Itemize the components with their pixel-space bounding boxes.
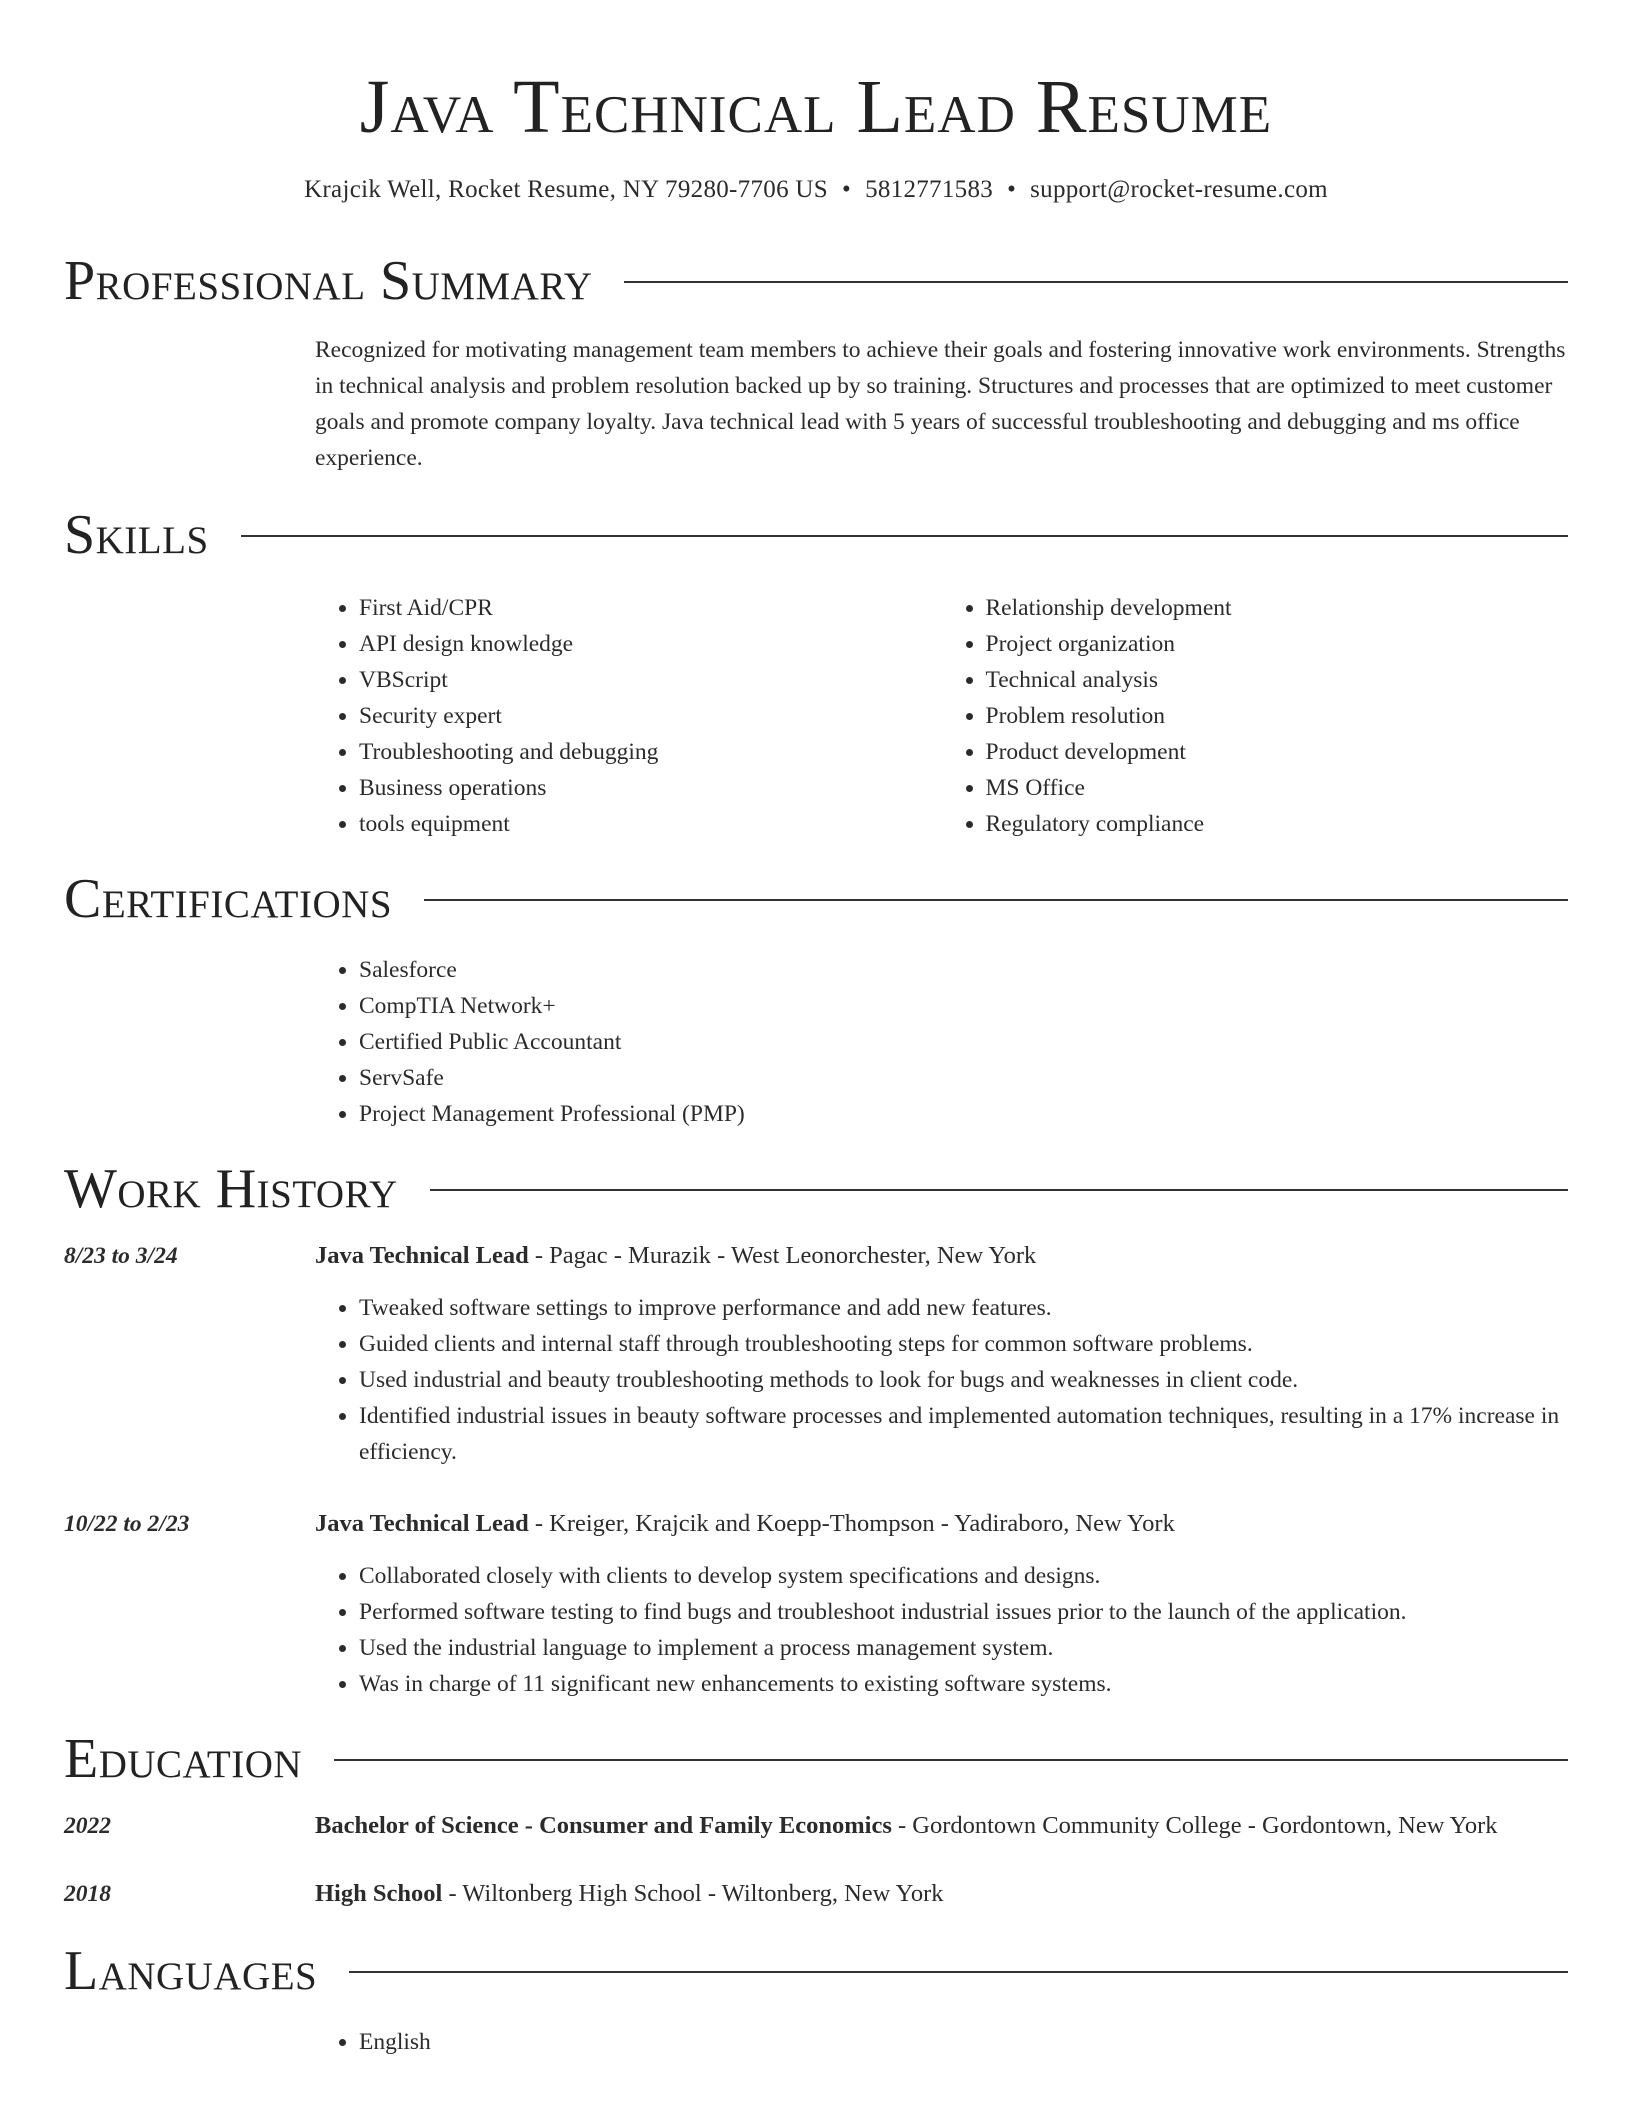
section-divider [334, 1759, 1568, 1761]
summary-heading: Professional Summary [64, 250, 593, 312]
skills-section-header [64, 504, 1568, 566]
school-details: - Gordontown Community College - Gordontown, New York [891, 1812, 1498, 1839]
work-bullet: • Collaborated closely with clients to develop system specifications and designs. [359, 1558, 1568, 1594]
language-item: • English [359, 2024, 1568, 2060]
certification-item: • CompTIA Network+ [359, 988, 1568, 1024]
work-dates: 10/22 to 2/23 [64, 1511, 190, 1537]
skill-item: • Technical analysis [986, 662, 1569, 698]
contact-line [64, 176, 1568, 204]
education-section-header [64, 1728, 1568, 1790]
education-body [315, 1874, 1568, 1914]
work-header-line [315, 1504, 1568, 1544]
certification-item: • ServSafe [359, 1060, 1568, 1096]
work-bullet: • Guided clients and internal staff through troubleshooting steps for common software problems. [359, 1326, 1568, 1362]
section-divider [349, 1971, 1568, 1973]
job-title: Java Technical Lead [315, 1510, 529, 1537]
school-details: - Wiltonberg High School - Wiltonberg, New York [442, 1880, 944, 1907]
skill-item: • Troubleshooting and debugging [359, 734, 942, 770]
work-bullets [315, 1290, 1568, 1470]
work-entry [64, 1504, 1568, 1702]
section-divider [241, 535, 1568, 537]
summary-section-header [64, 250, 1568, 312]
skill-item: • Security expert [359, 698, 942, 734]
education-year: 2018 [64, 1881, 111, 1907]
contact-separator: • [1007, 176, 1017, 203]
certifications-list [315, 952, 1568, 1132]
certifications-heading: Certifications [64, 868, 393, 930]
skill-item: • Project organization [986, 626, 1569, 662]
work-bullet: • Used the industrial language to implement a process management system. [359, 1630, 1568, 1666]
contact-separator: • [842, 176, 852, 203]
education-year: 2022 [64, 1813, 111, 1839]
section-divider [424, 899, 1568, 901]
contact-email: support@rocket-resume.com [1030, 176, 1328, 203]
certifications-section-header [64, 868, 1568, 930]
job-title: Java Technical Lead [315, 1242, 529, 1269]
skill-item: • Business operations [359, 770, 942, 806]
languages-list [315, 2024, 1568, 2060]
work-bullet: • Tweaked software settings to improve performance and add new features. [359, 1290, 1568, 1326]
work-section-header [64, 1158, 1568, 1220]
section-divider [624, 281, 1568, 283]
employer-details: - Pagac - Murazik - West Leonorchester, New York [528, 1242, 1037, 1269]
certification-item: • Salesforce [359, 952, 1568, 988]
section-divider [430, 1189, 1568, 1191]
work-body [315, 1504, 1568, 1702]
employer-details: - Kreiger, Krajcik and Koepp-Thompson - Yadiraboro, New York [528, 1510, 1175, 1537]
degree: Bachelor of Science - Consumer and Family Economics [315, 1812, 892, 1839]
work-dates: 8/23 to 3/24 [64, 1243, 178, 1269]
languages-heading: Languages [64, 1940, 318, 2002]
skills-list-right [942, 590, 1569, 842]
skill-item: • VBScript [359, 662, 942, 698]
skills-list-left [315, 590, 942, 842]
work-bullet: • Was in charge of 11 significant new enhancements to existing software systems. [359, 1666, 1568, 1702]
work-bullet: • Performed software testing to find bugs and troubleshoot industrial issues prior to the launch of the application. [359, 1594, 1568, 1630]
contact-phone: 5812771583 [865, 176, 994, 203]
skill-item: • tools equipment [359, 806, 942, 842]
work-header-line [315, 1236, 1568, 1276]
contact-address: Krajcik Well, Rocket Resume, NY 79280-7706 US [304, 176, 828, 203]
resume-title: Java Technical Lead Resume [359, 65, 1273, 149]
education-body [315, 1806, 1568, 1846]
skill-item: • Regulatory compliance [986, 806, 1569, 842]
work-bullet: • Used industrial and beauty troubleshooting methods to look for bugs and weaknesses in client code. [359, 1362, 1568, 1398]
degree: High School [315, 1880, 443, 1907]
certification-item: • Certified Public Accountant [359, 1024, 1568, 1060]
certification-item: • Project Management Professional (PMP) [359, 1096, 1568, 1132]
education-heading: Education [64, 1728, 303, 1790]
work-bullets [315, 1558, 1568, 1702]
skill-item: • API design knowledge [359, 626, 942, 662]
skills-heading: Skills [64, 504, 209, 566]
skill-item: • Relationship development [986, 590, 1569, 626]
summary-text: Recognized for motivating management team members to achieve their goals and fostering innovative work environments. Strengths in technical analysis and problem resolution backed up by so training. Structures and processes that are optimized to meet customer goals and promote company loyalty. Java technical lead with 5 years of successful troubleshooting and debugging and ms office experience. [315, 337, 1566, 471]
skill-item: • MS Office [986, 770, 1569, 806]
work-entry [64, 1236, 1568, 1470]
work-bullet: • Identified industrial issues in beauty software processes and implemented automation techniques, resulting in a 17% increase in efficiency. [359, 1398, 1568, 1470]
education-entry [64, 1806, 1568, 1846]
work-heading: Work History [64, 1158, 398, 1220]
languages-section-header [64, 1940, 1568, 2002]
education-entry [64, 1874, 1568, 1914]
skill-item: • Problem resolution [986, 698, 1569, 734]
skill-item: • Product development [986, 734, 1569, 770]
skill-item: • First Aid/CPR [359, 590, 942, 626]
skills-grid [315, 590, 1568, 842]
work-body [315, 1236, 1568, 1470]
